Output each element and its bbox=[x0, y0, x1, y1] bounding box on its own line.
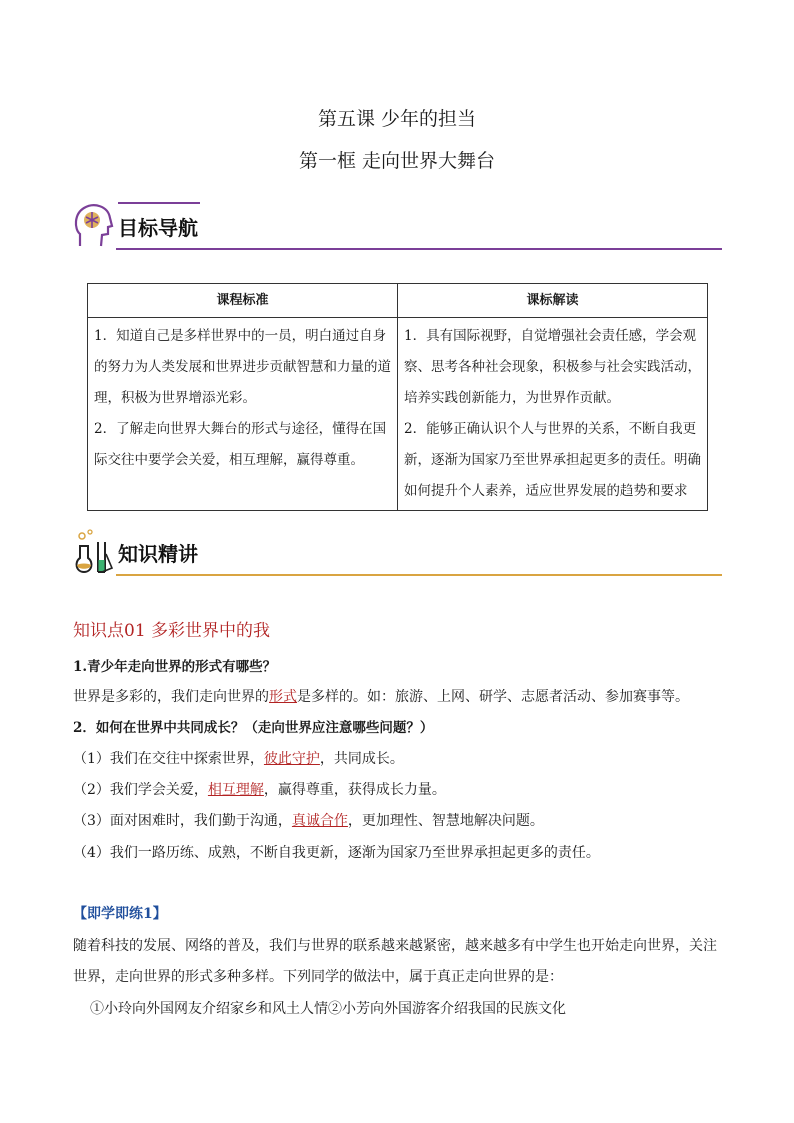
goals-section-header bbox=[72, 202, 722, 250]
interpretation-item: 2．能够正确认识个人与世界的关系，不断自我更新，逐渐为国家乃至世界承担起更多的责任。明确如何提升个人素养，适应世界发展的趋势和要求 bbox=[404, 421, 701, 499]
list-item bbox=[73, 842, 600, 862]
lesson-title: 第五课 少年的担当 bbox=[317, 108, 477, 130]
brain-head-icon bbox=[72, 202, 114, 248]
exercise-line: 世界，走向世界的形式多种多样。下列同学的做法中，属于真正走向世界的是： bbox=[73, 969, 563, 985]
item-text: ，共同成长。 bbox=[319, 751, 404, 767]
curriculum-table bbox=[87, 283, 708, 511]
answer-1-post: 是多样的。如：旅游、上网、研学、志愿者活动、参加赛事等。 bbox=[297, 689, 689, 705]
answer-1-pre: 世界是多彩的，我们走向世界的 bbox=[73, 689, 269, 705]
standard-item: 1．知道自己是多样世界中的一员，明白通过自身的努力为人类发展和世界进步贡献智慧和力量的道理，积极为世界增添光彩。 bbox=[94, 328, 391, 406]
answer-1-key: 形式 bbox=[269, 689, 297, 705]
item-key: 彼此守护 bbox=[263, 751, 320, 767]
goals-section-label: 目标导航 bbox=[118, 216, 198, 240]
question-2: 2．如何在世界中共同成长？（走向世界应注意哪些问题？） bbox=[73, 720, 434, 736]
knowledge-section-label: 知识精讲 bbox=[118, 542, 198, 566]
table-cell-interpretation bbox=[398, 318, 708, 511]
goals-rule bbox=[116, 248, 722, 250]
list-item bbox=[73, 810, 544, 830]
table-row bbox=[88, 318, 708, 511]
list-item bbox=[73, 748, 404, 768]
item-text: ，赢得尊重，获得成长力量。 bbox=[263, 782, 446, 798]
answer-1 bbox=[73, 686, 689, 706]
knowledge-point-title: 知识点01 多彩世界中的我 bbox=[73, 621, 271, 641]
item-text: ，更加理性、智慧地解决问题。 bbox=[347, 813, 544, 829]
list-item bbox=[73, 779, 446, 799]
table-header: 课标解读 bbox=[398, 284, 708, 318]
knowledge-section-header bbox=[72, 528, 722, 576]
item-key: 相互理解 bbox=[207, 782, 264, 798]
item-key: 真诚合作 bbox=[291, 813, 348, 829]
item-text: （3）面对困难时，我们勤于沟通， bbox=[73, 813, 292, 829]
goals-topline bbox=[118, 202, 200, 204]
table-header-row bbox=[88, 284, 708, 318]
interpretation-item: 1．具有国际视野，自觉增强社会责任感，学会观察、思考各种社会现象，积极参与社会实践活动，培养实践创新能力，为世界作贡献。 bbox=[404, 328, 701, 406]
standard-item: 2．了解走向世界大舞台的形式与途径，懂得在国际交往中要学会关爱，相互理解，赢得尊重。 bbox=[94, 421, 387, 468]
question-1: 1.青少年走向世界的形式有哪些？ bbox=[73, 659, 277, 675]
item-text: （4）我们一路历练、成熟，不断自我更新，逐渐为国家乃至世界承担起更多的责任。 bbox=[73, 845, 600, 861]
exercise-options: ①小玲向外国网友介绍家乡和风土人情②小芳向外国游客介绍我国的民族文化 bbox=[90, 1001, 566, 1017]
table-header: 课程标准 bbox=[88, 284, 398, 318]
item-text: （2）我们学会关爱， bbox=[73, 782, 208, 798]
item-text: （1）我们在交往中探索世界， bbox=[73, 751, 264, 767]
table-cell-standard bbox=[88, 318, 398, 511]
exercise-line: 随着科技的发展、网络的普及，我们与世界的联系越来越紧密，越来越多有中学生也开始走向世界，关注 bbox=[73, 938, 717, 954]
section-title: 第一框 走向世界大舞台 bbox=[298, 150, 496, 172]
exercise-tag: 【即学即练1】 bbox=[73, 906, 167, 922]
knowledge-rule bbox=[116, 574, 722, 576]
lab-flask-icon bbox=[72, 528, 114, 574]
